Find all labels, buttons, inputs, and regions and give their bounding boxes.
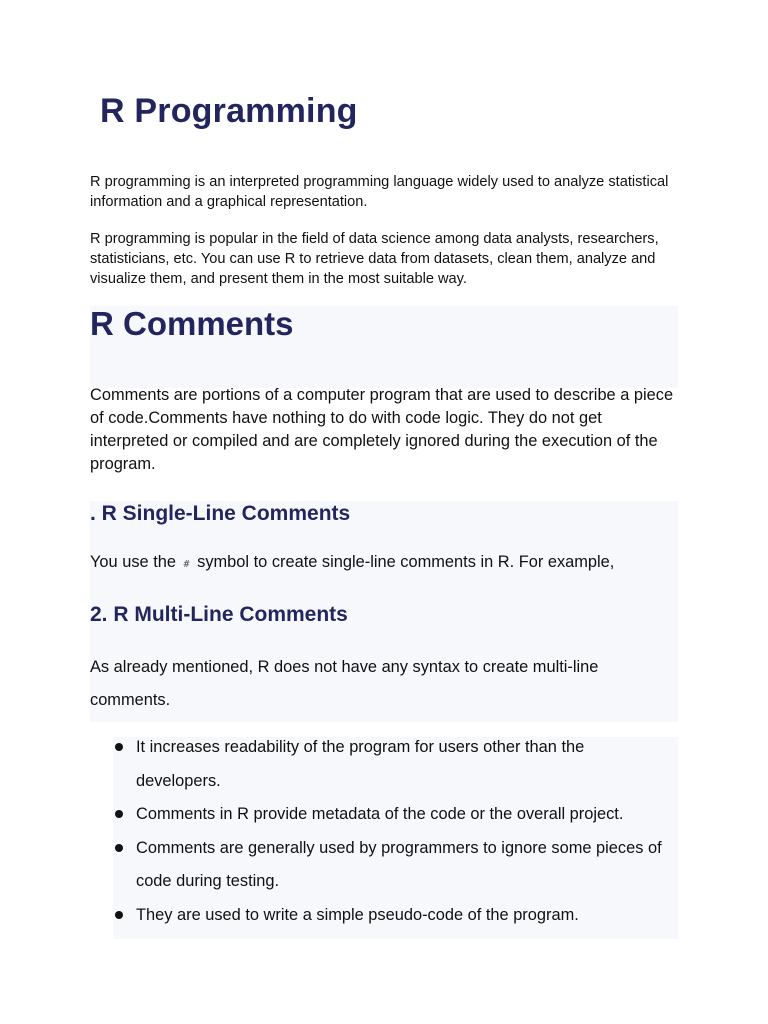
list-item — [113, 899, 673, 933]
single-line-description — [90, 551, 682, 576]
multi-line-description: As already mentioned, R does not have any syntax to create multi-line comments. — [90, 658, 599, 709]
bullet-dot-icon — [115, 911, 123, 919]
single-line-text-before: You use the — [90, 553, 181, 571]
list-item-text: They are used to write a simple pseudo-code of the program. — [136, 905, 579, 924]
page-title: R Programming — [100, 92, 358, 130]
hash-symbol-code: # — [183, 559, 190, 570]
bullet-dot-icon — [115, 844, 123, 852]
single-line-text-after: symbol to create single-line comments in R. For example, — [192, 553, 615, 571]
list-item-text: Comments are generally used by programmers to ignore some pieces of code during testing. — [136, 838, 662, 890]
list-item-text: It increases readability of the program for users other than the developers. — [136, 738, 585, 790]
bullet-dot-icon — [115, 810, 123, 818]
benefits-list — [113, 731, 673, 932]
comments-heading: R Comments — [90, 305, 294, 342]
intro-paragraph-1: R programming is an interpreted programming language widely used to analyze statistical information and a graphical representation. — [90, 174, 669, 210]
intro-paragraph-2: R programming is popular in the field of data science among data analysts, researchers, statisticians, etc. You can use R to retrieve data from datasets, clean them, analyze and visualize them, and present them in the most suitable way. — [90, 231, 659, 287]
list-item — [113, 798, 673, 832]
list-item — [113, 731, 673, 798]
single-line-heading: . R Single-Line Comments — [90, 502, 351, 525]
comments-description: Comments are portions of a computer program that are used to describe a piece of code.Comments have nothing to do with code logic. They do not get interpreted or compiled and are completely ignored during the execution of the program. — [90, 386, 674, 473]
multi-line-heading: 2. R Multi-Line Comments — [90, 603, 348, 626]
list-item-text: Comments in R provide metadata of the code or the overall project. — [136, 805, 624, 823]
bullet-dot-icon — [115, 743, 123, 751]
list-item — [113, 832, 673, 899]
